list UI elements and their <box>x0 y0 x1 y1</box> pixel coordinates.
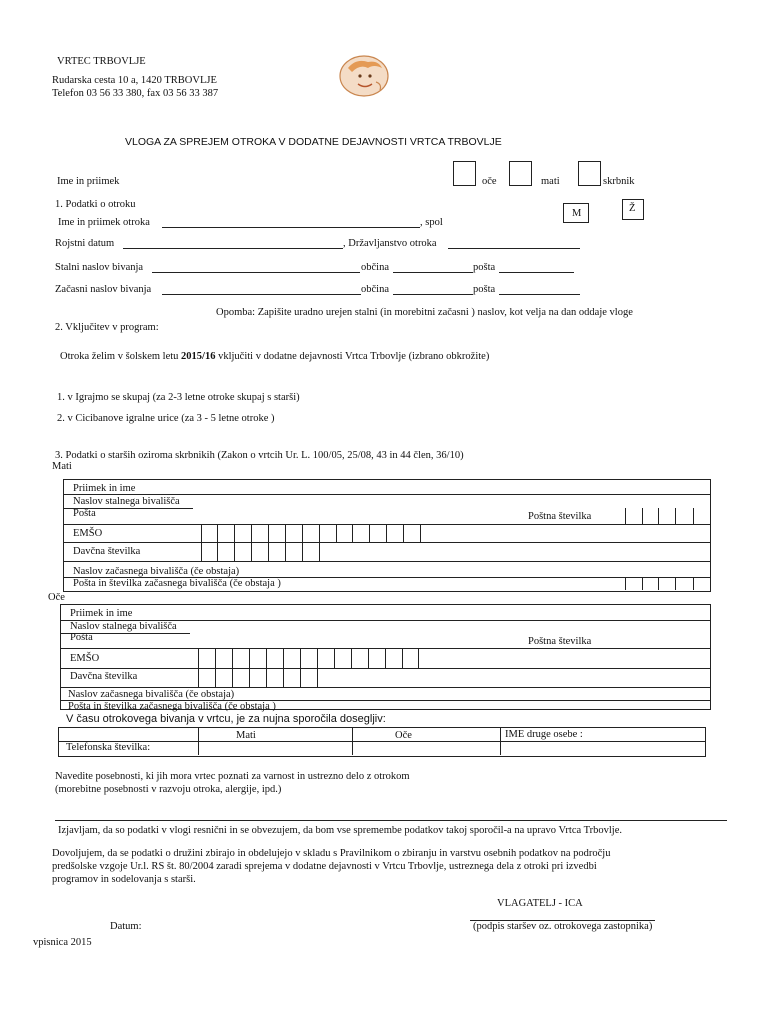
org-name: VRTEC TRBOVLJE <box>57 56 146 67</box>
option-oce: oče <box>482 176 497 187</box>
oce-postal-number-label: Poštna številka <box>528 636 592 647</box>
phone-label: Telefonska številka: <box>66 742 151 753</box>
oce-temp-address-label: Naslov začasnega bivališča (če obstaja) <box>68 689 235 700</box>
program-option-2[interactable]: 2. v Cicibanove igralne urice (za 3 - 5 letne otroke ) <box>57 413 275 424</box>
mati-postal-number-label: Poštna številka <box>528 511 592 522</box>
temporary-address-label: Začasni naslov bivanja <box>55 284 152 295</box>
mati-emso-label: EMŠO <box>73 528 103 539</box>
mati-posta-label: Pošta <box>73 508 96 519</box>
mati-temp-address-label: Naslov začasnega bivališča (če obstaja) <box>73 566 240 577</box>
school-year-intro <box>60 351 489 362</box>
gender-m-label: M <box>572 208 582 219</box>
gender-z-box[interactable] <box>622 199 644 220</box>
mati-name-label: Priimek in ime <box>73 483 136 494</box>
reachability-heading: V času otrokovega bivanja v vrtcu, je za nujna sporočila dosegljiv: <box>66 713 386 725</box>
checkbox-mati[interactable] <box>509 161 532 186</box>
date-label: Datum: <box>110 921 142 932</box>
org-phone: Telefon 03 56 33 380, fax 03 56 33 387 <box>52 88 219 99</box>
intro-pre: Otroka želim v šolskem letu <box>60 351 179 362</box>
option-mati: mati <box>541 176 560 187</box>
applicant-label: Ime in priimek <box>57 176 120 187</box>
oce-heading: Oče <box>48 592 65 603</box>
intro-post: vključiti v dodatne dejavnosti Vrtca Trbovlje (izbrano obkrožite) <box>218 351 490 362</box>
mati-temp-posta-label: Pošta in številka začasnega bivališča (če obstaja ) <box>73 578 281 589</box>
special-needs-line1: Navedite posebnosti, ki jih mora vrtec poznati za varnost in ustrezno delo z otrokom <box>55 771 410 782</box>
reach-col-other: IME druge osebe : <box>505 729 583 740</box>
form-title: VLOGA ZA SPREJEM OTROKA V DODATNE DEJAVNOSTI VRTCA TRBOVLJE <box>125 136 502 148</box>
oce-name-label: Priimek in ime <box>70 608 133 619</box>
reach-col-oce: Oče <box>395 730 412 741</box>
gender-z-label: Ž <box>629 203 636 214</box>
signature-title: VLAGATELJ - ICA <box>497 898 583 909</box>
oce-emso-label: EMŠO <box>70 653 100 664</box>
school-year: 2015/16 <box>181 351 216 362</box>
mati-address-label: Naslov stalnega bivališča <box>73 496 180 507</box>
org-address: Rudarska cesta 10 a, 1420 TRBOVLJE <box>52 75 217 86</box>
reach-col-mati: Mati <box>236 730 256 741</box>
permanent-address-field[interactable] <box>152 272 360 273</box>
special-needs-line2: (morebitne posebnosti v razvoju otroka, alergije, ipd.) <box>55 784 282 795</box>
consent-line3: programov in sodelovanja s starši. <box>52 874 196 885</box>
permanent-address-label: Stalni naslov bivanja <box>55 262 144 273</box>
checkbox-skrbnik[interactable] <box>578 161 601 186</box>
oce-temp-posta-label: Pošta in številka začasnega bivališča (če obstaja ) <box>68 701 276 712</box>
child-name-label: Ime in priimek otroka <box>58 217 150 228</box>
address-note: Opomba: Zapišite uradno urejen stalni (in morebitni začasni ) naslov, kot velja na dan oddaje vloge <box>216 307 633 318</box>
footer-label: vpisnica 2015 <box>33 937 92 948</box>
consent-line1: Dovoljujem, da se podatki o družini zbirajo in obdelujejo v skladu s Pravilnikom o zbiranju in varstvu osebnih podatkov na področju <box>52 848 611 859</box>
oce-address-label: Naslov stalnega bivališča <box>70 621 177 632</box>
section2-heading: 2. Vključitev v program: <box>55 322 159 333</box>
temporary-posta-label: pošta <box>473 284 496 295</box>
child-face-logo <box>338 54 390 98</box>
birth-date-label: Rojstni datum <box>55 238 115 249</box>
permanent-obcina-field[interactable] <box>393 272 473 273</box>
child-name-field[interactable] <box>162 227 420 228</box>
mati-tax-label: Davčna številka <box>73 546 141 557</box>
citizenship-field[interactable] <box>448 248 580 249</box>
gender-m-box[interactable] <box>563 203 589 223</box>
oce-tax-label: Davčna številka <box>70 671 138 682</box>
special-needs-field[interactable] <box>55 820 727 821</box>
option-skrbnik: skrbnik <box>603 176 635 187</box>
permanent-obcina-label: občina <box>361 262 389 273</box>
section3-heading: 3. Podatki o starših oziroma skrbnikih (Zakon o vrtcih Ur. L. 100/05, 25/08, 43 in 44 člen, 36/10) <box>55 450 464 461</box>
program-option-1[interactable]: 1. v Igrajmo se skupaj (za 2-3 letne otroke skupaj s starši) <box>57 392 300 403</box>
temporary-obcina-label: občina <box>361 284 389 295</box>
section1-heading: 1. Podatki o otroku <box>55 199 136 210</box>
temporary-address-field[interactable] <box>162 294 361 295</box>
birth-date-field[interactable] <box>123 248 343 249</box>
oce-posta-label: Pošta <box>70 632 93 643</box>
consent-line2: predšolske vzgoje Ur.l. RS št. 80/2004 zaradi sprejema v dodatne dejavnosti v Vrtcu Trbovlje, ustreznega dela z otroki pri izvedbi <box>52 861 597 872</box>
permanent-posta-field[interactable] <box>499 272 574 273</box>
checkbox-oce[interactable] <box>453 161 476 186</box>
permanent-posta-label: pošta <box>473 262 496 273</box>
declaration-text: Izjavljam, da so podatki v vlogi resnični in se obvezujem, da bom vse spremembe podatkov takoj sporočil-a na upravo Vrtca Trbovlje. <box>58 825 623 836</box>
gender-label: , spol <box>420 217 443 228</box>
temporary-obcina-field[interactable] <box>393 294 473 295</box>
citizenship-label: , Državljanstvo otroka <box>343 238 437 249</box>
mati-heading: Mati <box>52 461 72 472</box>
temporary-posta-field[interactable] <box>499 294 580 295</box>
signature-caption: (podpis staršev oz. otrokovega zastopnika) <box>473 921 653 932</box>
